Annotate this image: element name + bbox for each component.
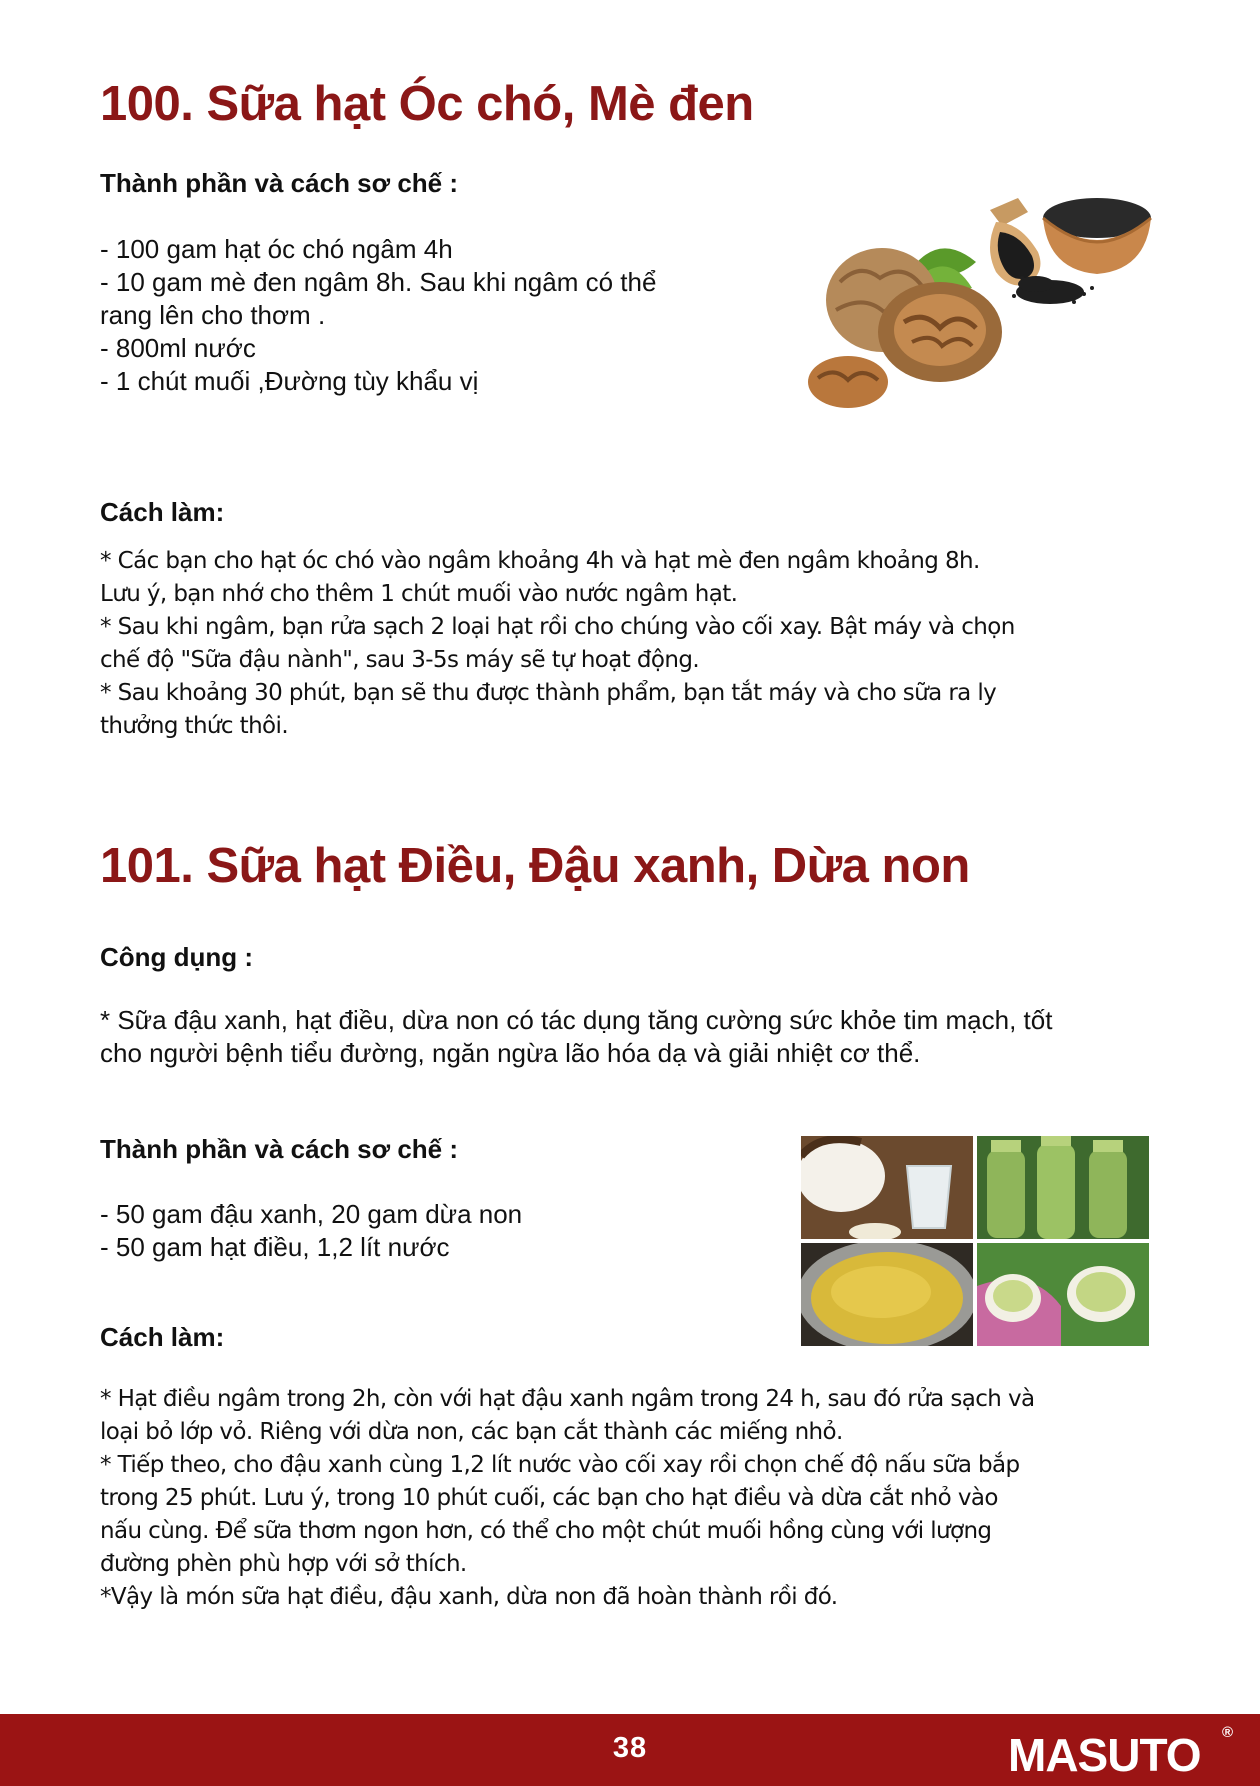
recipe-100-method-text (100, 545, 1015, 743)
ingredient-line: - 50 gam đậu xanh, 20 gam dừa non (100, 1199, 523, 1229)
method-line: nấu cùng. Để sữa thơm ngon hơn, có thể cho một chút muối hồng cùng với lượng (100, 1518, 992, 1544)
benefit-line: cho người bệnh tiểu đường, ngăn ngừa lão hóa dạ và giải nhiệt cơ thể. (100, 1038, 921, 1068)
ingredient-line: - 800ml nước (100, 333, 256, 363)
recipe-101-benefits-text (100, 1004, 1052, 1070)
mungbean-pot-photo (801, 1240, 977, 1346)
recipe-101-method-text (100, 1383, 1034, 1614)
recipe-101-ingredients-list (100, 1198, 522, 1264)
method-line: *Vậy là món sữa hạt điều, đậu xanh, dừa non đã hoàn thành rồi đó. (100, 1584, 838, 1610)
walnuts (808, 248, 1002, 408)
ingredient-line: - 1 chút muối ,Đường tùy khẩu vị (100, 366, 479, 396)
recipe-101-ingredients-heading: Thành phần và cách sơ chế : (100, 1134, 459, 1164)
masuto-logo: MASUTO (1008, 1729, 1201, 1781)
benefit-line: * Sữa đậu xanh, hạt điều, dừa non có tác dụng tăng cường sức khỏe tim mạch, tốt (100, 1005, 1053, 1035)
method-line: * Sau khi ngâm, bạn rửa sạch 2 loại hạt rồi cho chúng vào cối xay. Bật máy và chọn (100, 614, 1015, 640)
page-footer (0, 1714, 1260, 1786)
method-line: * Tiếp theo, cho đậu xanh cùng 1,2 lít nước vào cối xay rồi chọn chế độ nấu sữa bắp (100, 1452, 1020, 1478)
method-line: chế độ "Sữa đậu nành", sau 3-5s máy sẽ tự hoạt động. (100, 647, 700, 673)
method-line: trong 25 phút. Lưu ý, trong 10 phút cuối, các bạn cho hạt điều và dừa cắt nhỏ vào (100, 1485, 998, 1511)
milk-cups-photo (977, 1243, 1149, 1346)
method-line: thưởng thức thôi. (100, 713, 289, 739)
recipe-101-benefits-heading: Công dụng : (100, 942, 254, 972)
recipe-100-method-heading: Cách làm: (100, 497, 225, 527)
ingredient-line: rang lên cho thơm . (100, 300, 326, 330)
method-line: loại bỏ lớp vỏ. Riêng với dừa non, các bạn cắt thành các miếng nhỏ. (100, 1419, 843, 1445)
recipe-100-ingredients-list (100, 233, 656, 398)
method-line: đường phèn phù hợp với sở thích. (100, 1551, 467, 1577)
ingredient-line: - 50 gam hạt điều, 1,2 lít nước (100, 1232, 450, 1262)
method-line: Lưu ý, bạn nhớ cho thêm 1 chút muối vào nước ngâm hạt. (100, 581, 738, 607)
recipe-101-method-heading: Cách làm: (100, 1322, 225, 1352)
method-line: * Hạt điều ngâm trong 2h, còn với hạt đậu xanh ngâm trong 24 h, sau đó rửa sạch và (100, 1386, 1035, 1412)
recipe-100-ingredients-heading: Thành phần và cách sơ chế : (100, 168, 459, 198)
sesame-bowl (1043, 198, 1151, 274)
green-milk-bottles-photo (977, 1136, 1149, 1239)
ingredient-line: - 100 gam hạt óc chó ngâm 4h (100, 234, 453, 264)
method-line: * Sau khoảng 30 phút, bạn sẽ thu được thành phẩm, bạn tắt máy và cho sữa ra ly (100, 680, 997, 706)
sesame-seeds (1012, 276, 1094, 304)
ingredient-line: - 10 gam mè đen ngâm 8h. Sau khi ngâm có thể (100, 267, 657, 297)
registered-mark: ® (1222, 1724, 1234, 1741)
recipe-101-title: 101. Sữa hạt Điều, Đậu xanh, Dừa non (100, 839, 970, 893)
coconut-photo (801, 1136, 973, 1241)
walnut-sesame-image (800, 182, 1160, 422)
mungbean-coconut-milk-image (801, 1136, 1149, 1346)
method-line: * Các bạn cho hạt óc chó vào ngâm khoảng 4h và hạt mè đen ngâm khoảng 8h. (100, 548, 980, 574)
page-number: 38 (612, 1732, 648, 1764)
recipe-100-title: 100. Sữa hạt Óc chó, Mè đen (100, 77, 754, 131)
wooden-scoop (990, 198, 1040, 286)
